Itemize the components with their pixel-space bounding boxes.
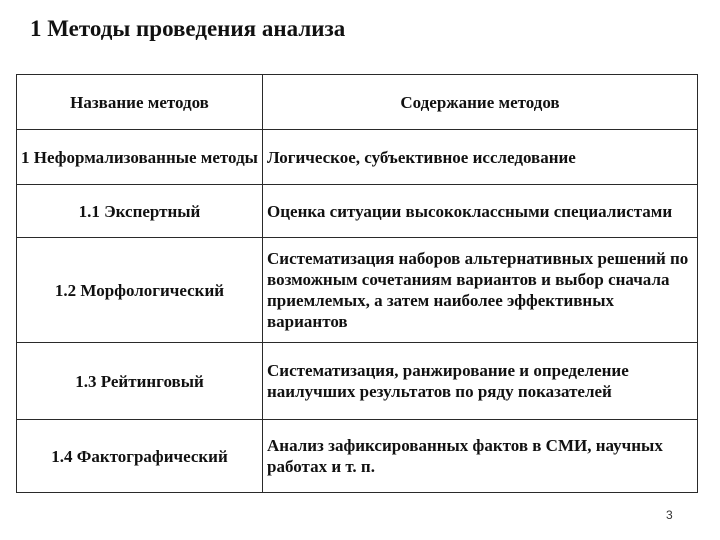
column-header-name: Название методов xyxy=(17,75,263,130)
table-header-row xyxy=(17,75,698,130)
method-content-cell: Систематизация, ранжирование и определение наилучших результатов по ряду показателей xyxy=(263,343,698,420)
method-content-cell: Систематизация наборов альтернативных решений по возможным сочетаниям вариантов и выбор сначала приемлемых, а затем наиболее эффективных вариантов xyxy=(263,238,698,343)
table-row xyxy=(17,185,698,238)
method-name-cell: 1 Неформализованные методы xyxy=(17,130,263,185)
table-row xyxy=(17,130,698,185)
method-content-cell: Логическое, субъективное исследование xyxy=(263,130,698,185)
method-name-cell: 1.4 Фактографический xyxy=(17,420,263,493)
table-row xyxy=(17,238,698,343)
method-name-cell: 1.3 Рейтинговый xyxy=(17,343,263,420)
slide-title: 1 Методы проведения анализа xyxy=(30,16,346,41)
table-row xyxy=(17,343,698,420)
method-content-cell: Оценка ситуации высококлассными специалистами xyxy=(263,185,698,238)
column-header-content: Содержание методов xyxy=(263,75,698,130)
method-name-cell: 1.1 Экспертный xyxy=(17,185,263,238)
method-name-cell: 1.2 Морфологический xyxy=(17,238,263,343)
method-content-cell: Анализ зафиксированных фактов в СМИ, научных работах и т. п. xyxy=(263,420,698,493)
methods-table xyxy=(16,74,698,493)
page-number: 3 xyxy=(666,508,673,522)
table-row xyxy=(17,420,698,493)
